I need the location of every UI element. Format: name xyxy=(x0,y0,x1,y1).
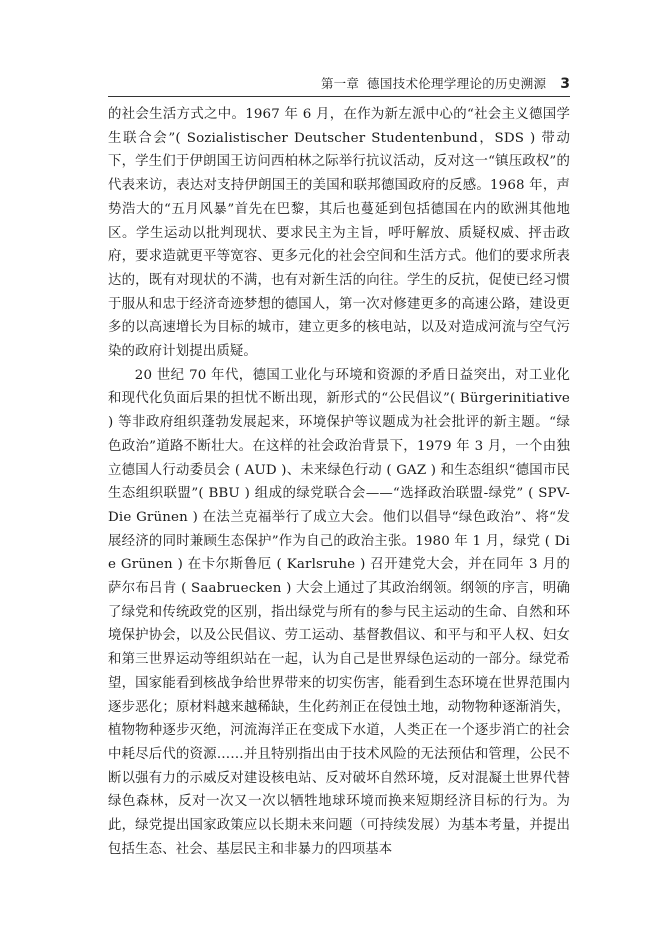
header-rule xyxy=(108,96,570,97)
chapter-title: 德国技术伦理学理论的历史溯源 xyxy=(367,76,547,91)
body-text xyxy=(108,103,570,862)
paragraph: 20 世纪 70 年代，德国工业化与环境和资源的矛盾日益突出，对工业化和现代化负面后果的担忧不断出现，新形式的“公民倡议”( Bürgerinitiative ) 等非政府组织蓬勃发展起来，环境保护等议题成为社会批评的新主题。“绿色政治”道路不断壮大。在这样的社会政治背景下，1979 年 3 月，一个由独立德国人行动委员会 ( AUD )、未来绿色行动 ( GAZ ) 和生态组织“德国市民生态组织联盟”( BBU ) 组成的绿党联合会——“选择政治联盟-绿党” ( SPV-Die Grünen ) 在法兰克福举行了成立大会。他们以倡导“绿色政治”、将“发展经济的同时兼顾生态保护”作为自己的政治主张。1980 年 1 月，绿党 ( Die Grünen ) 在卡尔斯鲁厄 ( Karlsruhe ) 召开建党大会，并在同年 3 月的萨尔布吕肯 ( Saabruecken ) 大会上通过了其政治纲领。纲领的序言，明确了绿党和传统政党的区别，指出绿党与所有的参与民主运动的生命、自然和环境保护协会，以及公民倡议、劳工运动、基督教倡议、和平与和平人权、妇女和第三世界运动等组织站在一起，认为自己是世界绿色运动的一部分。绿党希望，国家能看到核战争给世界带来的切实伤害，能看到生态环境在世界范围内逐步恶化；原材料越来越稀缺，生化药剂正在侵蚀土地，动物物种逐渐消失，植物物种逐步灭绝，河流海洋正在变成下水道，人类正在一个逐步消亡的社会中耗尽后代的资源……并且特别指出由于技术风险的无法预估和管理，公民不断以强有力的示威反对建设核电站、反对破坏自然环境，反对混凝土世界代替绿色森林，反对一次又一次以牺牲地球环境而换来短期经济目标的行为。为此，绿党提出国家政策应以长期未来问题（可持续发展）为基本考量，并提出包括生态、社会、基层民主和非暴力的四项基本 xyxy=(108,367,570,857)
chapter-label: 第一章 xyxy=(320,76,360,91)
running-header xyxy=(108,74,570,94)
page-number: 3 xyxy=(560,76,570,92)
paragraph-continued: 的社会生活方式之中。1967 年 6 月，在作为新左派中心的“社会主义德国学生联合会”( Sozialistischer Deutscher Studentenbund，SDS ) 带动下，学生们于伊朗国王访问西柏林之际举行抗议活动，反对这一“镇压政权”的代表来访，表达对支持伊朗国王的美国和联邦德国政府的反感。1968 年，声势浩大的“五月风暴”首先在巴黎，其后也蔓延到包括德国在内的欧洲其他地区。学生运动以批判现状、要求民主为主旨，呼吁解放、质疑权威、抨击政府，要求造就更平等宽容、更多元化的社会空间和生活方式。他们的要求所表达的，既有对现状的不满，也有对新生活的向往。学生的反抗，促使已经习惯于服从和忠于经济奇迹梦想的德国人，第一次对修建更多的高速公路，建设更多的以高速增长为目标的城市，建立更多的核电站，以及对造成河流与空气污染的政府计划提出质疑。 xyxy=(108,107,570,360)
